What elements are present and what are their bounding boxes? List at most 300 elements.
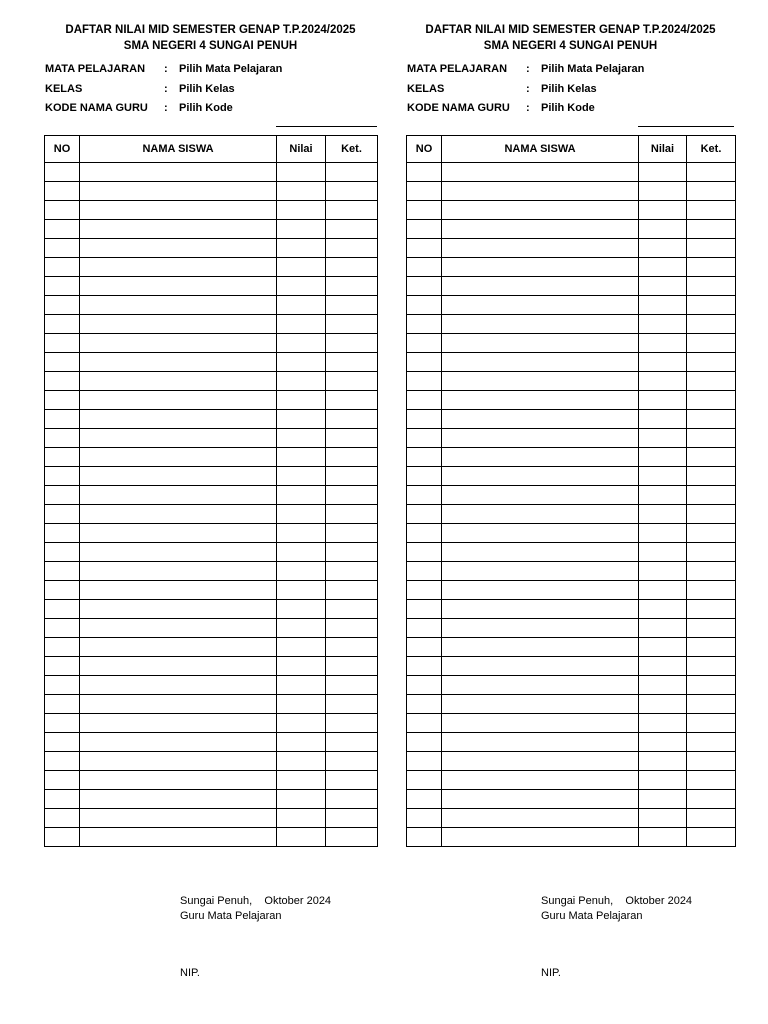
cell-score[interactable]	[639, 543, 687, 562]
cell-note[interactable]	[687, 296, 736, 315]
cell-no[interactable]	[45, 524, 80, 543]
cell-score[interactable]	[277, 296, 326, 315]
cell-note[interactable]	[687, 790, 736, 809]
cell-student-name[interactable]	[442, 486, 639, 505]
cell-score[interactable]	[277, 277, 326, 296]
class-select[interactable]: Pilih Kelas	[541, 82, 597, 95]
cell-note[interactable]	[326, 771, 378, 790]
cell-student-name[interactable]	[80, 239, 277, 258]
cell-score[interactable]	[277, 562, 326, 581]
cell-no[interactable]	[407, 429, 442, 448]
cell-no[interactable]	[407, 486, 442, 505]
cell-student-name[interactable]	[80, 714, 277, 733]
cell-score[interactable]	[639, 239, 687, 258]
cell-student-name[interactable]	[442, 695, 639, 714]
cell-score[interactable]	[639, 790, 687, 809]
cell-no[interactable]	[407, 676, 442, 695]
cell-note[interactable]	[687, 391, 736, 410]
cell-score[interactable]	[277, 182, 326, 201]
cell-student-name[interactable]	[442, 239, 639, 258]
cell-note[interactable]	[687, 182, 736, 201]
cell-note[interactable]	[687, 239, 736, 258]
cell-student-name[interactable]	[442, 220, 639, 239]
cell-score[interactable]	[639, 182, 687, 201]
cell-note[interactable]	[326, 828, 378, 847]
meta-colon: :	[164, 63, 168, 75]
cell-no[interactable]	[45, 714, 80, 733]
meta-row-teacher-code	[44, 99, 377, 119]
cell-note[interactable]	[687, 201, 736, 220]
cell-student-name[interactable]	[442, 562, 639, 581]
cell-score[interactable]	[639, 220, 687, 239]
cell-note[interactable]	[687, 638, 736, 657]
cell-no[interactable]	[45, 220, 80, 239]
cell-score[interactable]	[277, 220, 326, 239]
cell-score[interactable]	[277, 505, 326, 524]
cell-student-name[interactable]	[442, 752, 639, 771]
cell-score[interactable]	[277, 790, 326, 809]
cell-no[interactable]	[407, 543, 442, 562]
cell-student-name[interactable]	[442, 296, 639, 315]
cell-score[interactable]	[639, 733, 687, 752]
cell-note[interactable]	[326, 581, 378, 600]
cell-student-name[interactable]	[80, 505, 277, 524]
cell-score[interactable]	[277, 315, 326, 334]
cell-note[interactable]	[326, 619, 378, 638]
cell-score[interactable]	[277, 391, 326, 410]
cell-student-name[interactable]	[80, 296, 277, 315]
cell-note[interactable]	[326, 353, 378, 372]
cell-no[interactable]	[45, 277, 80, 296]
cell-student-name[interactable]	[80, 163, 277, 182]
cell-no[interactable]	[45, 353, 80, 372]
cell-score[interactable]	[277, 410, 326, 429]
cell-score[interactable]	[639, 638, 687, 657]
cell-no[interactable]	[45, 657, 80, 676]
cell-student-name[interactable]	[80, 391, 277, 410]
cell-no[interactable]	[407, 752, 442, 771]
cell-student-name[interactable]	[442, 353, 639, 372]
cell-no[interactable]	[45, 562, 80, 581]
cell-note[interactable]	[326, 657, 378, 676]
cell-student-name[interactable]	[80, 695, 277, 714]
cell-no[interactable]	[407, 201, 442, 220]
cell-note[interactable]	[326, 505, 378, 524]
cell-student-name[interactable]	[442, 524, 639, 543]
cell-student-name[interactable]	[442, 391, 639, 410]
cell-student-name[interactable]	[442, 201, 639, 220]
cell-student-name[interactable]	[442, 581, 639, 600]
cell-no[interactable]	[45, 600, 80, 619]
cell-no[interactable]	[45, 543, 80, 562]
cell-score[interactable]	[639, 600, 687, 619]
cell-student-name[interactable]	[80, 277, 277, 296]
table-row	[45, 448, 378, 467]
cell-score[interactable]	[639, 372, 687, 391]
cell-no[interactable]	[407, 315, 442, 334]
cell-score[interactable]	[639, 163, 687, 182]
cell-student-name[interactable]	[80, 524, 277, 543]
cell-no[interactable]	[407, 163, 442, 182]
cell-score[interactable]	[639, 201, 687, 220]
cell-no[interactable]	[45, 239, 80, 258]
cell-no[interactable]	[45, 828, 80, 847]
cell-no[interactable]	[407, 828, 442, 847]
cell-no[interactable]	[407, 562, 442, 581]
cell-student-name[interactable]	[442, 676, 639, 695]
cell-student-name[interactable]	[80, 410, 277, 429]
cell-student-name[interactable]	[80, 809, 277, 828]
cell-student-name[interactable]	[80, 201, 277, 220]
cell-no[interactable]	[407, 353, 442, 372]
cell-no[interactable]	[407, 809, 442, 828]
cell-note[interactable]	[326, 695, 378, 714]
cell-student-name[interactable]	[80, 600, 277, 619]
teacher-code-select[interactable]: Pilih Kode	[541, 102, 595, 114]
cell-score[interactable]	[639, 809, 687, 828]
cell-score[interactable]	[277, 600, 326, 619]
cell-score[interactable]	[639, 619, 687, 638]
cell-score[interactable]	[277, 695, 326, 714]
cell-student-name[interactable]	[442, 182, 639, 201]
cell-no[interactable]	[45, 258, 80, 277]
cell-student-name[interactable]	[80, 657, 277, 676]
cell-score[interactable]	[277, 524, 326, 543]
cell-no[interactable]	[45, 619, 80, 638]
cell-student-name[interactable]	[80, 334, 277, 353]
cell-note[interactable]	[687, 809, 736, 828]
cell-note[interactable]	[326, 486, 378, 505]
cell-note[interactable]	[326, 638, 378, 657]
cell-score[interactable]	[639, 296, 687, 315]
cell-score[interactable]	[277, 372, 326, 391]
cell-no[interactable]	[407, 182, 442, 201]
cell-score[interactable]	[639, 429, 687, 448]
cell-student-name[interactable]	[80, 752, 277, 771]
cell-score[interactable]	[639, 334, 687, 353]
cell-score[interactable]	[277, 163, 326, 182]
cell-score[interactable]	[277, 486, 326, 505]
teacher-code-select[interactable]: Pilih Kode	[179, 102, 233, 114]
cell-score[interactable]	[639, 486, 687, 505]
cell-student-name[interactable]	[442, 828, 639, 847]
cell-score[interactable]	[639, 581, 687, 600]
cell-student-name[interactable]	[80, 790, 277, 809]
cell-student-name[interactable]	[80, 353, 277, 372]
cell-score[interactable]	[277, 239, 326, 258]
table-row	[407, 562, 736, 581]
cell-no[interactable]	[407, 733, 442, 752]
cell-score[interactable]	[639, 771, 687, 790]
cell-note[interactable]	[326, 163, 378, 182]
cell-note[interactable]	[687, 543, 736, 562]
cell-note[interactable]	[326, 714, 378, 733]
cell-no[interactable]	[45, 752, 80, 771]
cell-note[interactable]	[687, 752, 736, 771]
cell-note[interactable]	[687, 733, 736, 752]
cell-score[interactable]	[639, 714, 687, 733]
cell-student-name[interactable]	[442, 429, 639, 448]
cell-note[interactable]	[687, 448, 736, 467]
cell-note[interactable]	[687, 258, 736, 277]
cell-score[interactable]	[639, 353, 687, 372]
cell-note[interactable]	[687, 619, 736, 638]
cell-no[interactable]	[407, 372, 442, 391]
cell-no[interactable]	[45, 448, 80, 467]
cell-no[interactable]	[407, 524, 442, 543]
cell-student-name[interactable]	[442, 733, 639, 752]
cell-no[interactable]	[407, 296, 442, 315]
cell-no[interactable]	[45, 163, 80, 182]
column-header-no: NO	[407, 136, 442, 163]
cell-note[interactable]	[326, 543, 378, 562]
cell-student-name[interactable]	[442, 638, 639, 657]
cell-note[interactable]	[326, 752, 378, 771]
cell-student-name[interactable]	[80, 429, 277, 448]
cell-score[interactable]	[277, 429, 326, 448]
cell-no[interactable]	[407, 277, 442, 296]
cell-student-name[interactable]	[80, 638, 277, 657]
cell-score[interactable]	[277, 638, 326, 657]
cell-no[interactable]	[45, 581, 80, 600]
cell-student-name[interactable]	[442, 505, 639, 524]
cell-note[interactable]	[326, 809, 378, 828]
cell-note[interactable]	[326, 391, 378, 410]
cell-no[interactable]	[407, 239, 442, 258]
cell-score[interactable]	[639, 524, 687, 543]
cell-score[interactable]	[639, 676, 687, 695]
cell-note[interactable]	[326, 562, 378, 581]
cell-student-name[interactable]	[80, 771, 277, 790]
cell-score[interactable]	[277, 258, 326, 277]
cell-score[interactable]	[277, 771, 326, 790]
cell-student-name[interactable]	[442, 809, 639, 828]
cell-student-name[interactable]	[80, 182, 277, 201]
cell-note[interactable]	[326, 334, 378, 353]
cell-no[interactable]	[45, 315, 80, 334]
cell-no[interactable]	[45, 372, 80, 391]
cell-student-name[interactable]	[442, 543, 639, 562]
cell-note[interactable]	[687, 163, 736, 182]
cell-score[interactable]	[639, 410, 687, 429]
cell-note[interactable]	[687, 429, 736, 448]
cell-student-name[interactable]	[80, 486, 277, 505]
cell-note[interactable]	[326, 201, 378, 220]
cell-score[interactable]	[277, 448, 326, 467]
cell-score[interactable]	[277, 353, 326, 372]
cell-note[interactable]	[687, 695, 736, 714]
cell-student-name[interactable]	[80, 372, 277, 391]
cell-note[interactable]	[326, 315, 378, 334]
cell-note[interactable]	[687, 505, 736, 524]
cell-student-name[interactable]	[442, 771, 639, 790]
cell-score[interactable]	[639, 258, 687, 277]
cell-no[interactable]	[407, 220, 442, 239]
cell-no[interactable]	[45, 296, 80, 315]
cell-no[interactable]	[407, 505, 442, 524]
subject-select[interactable]: Pilih Mata Pelajaran	[179, 63, 283, 75]
cell-student-name[interactable]	[442, 163, 639, 182]
cell-score[interactable]	[277, 543, 326, 562]
cell-student-name[interactable]	[442, 334, 639, 353]
cell-no[interactable]	[407, 657, 442, 676]
cell-note[interactable]	[687, 657, 736, 676]
cell-note[interactable]	[687, 771, 736, 790]
cell-note[interactable]	[687, 467, 736, 486]
cell-note[interactable]	[326, 790, 378, 809]
cell-note[interactable]	[687, 353, 736, 372]
cell-note[interactable]	[326, 600, 378, 619]
cell-score[interactable]	[639, 828, 687, 847]
cell-note[interactable]	[687, 334, 736, 353]
cell-no[interactable]	[45, 201, 80, 220]
cell-note[interactable]	[326, 372, 378, 391]
cell-score[interactable]	[639, 391, 687, 410]
cell-student-name[interactable]	[442, 258, 639, 277]
cell-student-name[interactable]	[442, 619, 639, 638]
cell-score[interactable]	[277, 752, 326, 771]
cell-note[interactable]	[687, 828, 736, 847]
cell-student-name[interactable]	[442, 277, 639, 296]
cell-note[interactable]	[687, 220, 736, 239]
cell-student-name[interactable]	[442, 315, 639, 334]
cell-note[interactable]	[687, 486, 736, 505]
cell-score[interactable]	[277, 676, 326, 695]
cell-no[interactable]	[45, 505, 80, 524]
cell-no[interactable]	[45, 809, 80, 828]
cell-no[interactable]	[407, 581, 442, 600]
cell-no[interactable]	[407, 638, 442, 657]
cell-student-name[interactable]	[80, 581, 277, 600]
subject-select[interactable]: Pilih Mata Pelajaran	[541, 63, 645, 75]
cell-no[interactable]	[45, 486, 80, 505]
cell-note[interactable]	[687, 562, 736, 581]
cell-no[interactable]	[407, 410, 442, 429]
cell-score[interactable]	[277, 733, 326, 752]
class-select[interactable]: Pilih Kelas	[179, 82, 235, 95]
cell-note[interactable]	[326, 277, 378, 296]
cell-score[interactable]	[277, 828, 326, 847]
cell-student-name[interactable]	[442, 467, 639, 486]
cell-no[interactable]	[45, 771, 80, 790]
cell-no[interactable]	[407, 258, 442, 277]
cell-no[interactable]	[407, 467, 442, 486]
cell-no[interactable]	[407, 695, 442, 714]
cell-score[interactable]	[639, 657, 687, 676]
cell-note[interactable]	[687, 315, 736, 334]
cell-no[interactable]	[45, 638, 80, 657]
cell-note[interactable]	[326, 676, 378, 695]
cell-note[interactable]	[326, 296, 378, 315]
cell-score[interactable]	[277, 657, 326, 676]
cell-note[interactable]	[687, 581, 736, 600]
cell-note[interactable]	[687, 277, 736, 296]
cell-score[interactable]	[639, 695, 687, 714]
cell-student-name[interactable]	[442, 657, 639, 676]
cell-note[interactable]	[326, 410, 378, 429]
cell-student-name[interactable]	[80, 676, 277, 695]
cell-no[interactable]	[45, 676, 80, 695]
cell-no[interactable]	[407, 771, 442, 790]
cell-score[interactable]	[277, 809, 326, 828]
cell-no[interactable]	[407, 448, 442, 467]
cell-note[interactable]	[326, 448, 378, 467]
cell-student-name[interactable]	[80, 619, 277, 638]
cell-student-name[interactable]	[442, 790, 639, 809]
cell-score[interactable]	[639, 467, 687, 486]
cell-score[interactable]	[639, 315, 687, 334]
cell-no[interactable]	[407, 619, 442, 638]
cell-no[interactable]	[45, 391, 80, 410]
cell-student-name[interactable]	[80, 315, 277, 334]
cell-note[interactable]	[326, 467, 378, 486]
cell-student-name[interactable]	[442, 372, 639, 391]
title-line-1: DAFTAR NILAI MID SEMESTER GENAP T.P.2024/2025	[65, 24, 356, 36]
cell-no[interactable]	[45, 695, 80, 714]
cell-student-name[interactable]	[80, 220, 277, 239]
cell-note[interactable]	[326, 429, 378, 448]
cell-score[interactable]	[277, 334, 326, 353]
cell-score[interactable]	[277, 201, 326, 220]
cell-score[interactable]	[639, 277, 687, 296]
cell-note[interactable]	[326, 733, 378, 752]
cell-no[interactable]	[45, 790, 80, 809]
cell-student-name[interactable]	[80, 543, 277, 562]
cell-note[interactable]	[687, 676, 736, 695]
cell-note[interactable]	[326, 258, 378, 277]
cell-student-name[interactable]	[80, 467, 277, 486]
cell-note[interactable]	[687, 714, 736, 733]
cell-score[interactable]	[639, 505, 687, 524]
cell-score[interactable]	[277, 714, 326, 733]
cell-no[interactable]	[45, 410, 80, 429]
cell-student-name[interactable]	[80, 562, 277, 581]
cell-no[interactable]	[407, 600, 442, 619]
cell-note[interactable]	[326, 239, 378, 258]
cell-student-name[interactable]	[80, 258, 277, 277]
cell-no[interactable]	[45, 182, 80, 201]
cell-student-name[interactable]	[80, 448, 277, 467]
cell-note[interactable]	[687, 410, 736, 429]
cell-no[interactable]	[407, 391, 442, 410]
cell-no[interactable]	[45, 467, 80, 486]
cell-no[interactable]	[407, 334, 442, 353]
cell-student-name[interactable]	[442, 410, 639, 429]
cell-score[interactable]	[277, 581, 326, 600]
cell-no[interactable]	[45, 334, 80, 353]
cell-score[interactable]	[639, 448, 687, 467]
cell-student-name[interactable]	[442, 448, 639, 467]
cell-no[interactable]	[407, 790, 442, 809]
cell-no[interactable]	[45, 429, 80, 448]
cell-note[interactable]	[326, 220, 378, 239]
cell-no[interactable]	[407, 714, 442, 733]
cell-student-name[interactable]	[442, 600, 639, 619]
cell-note[interactable]	[326, 182, 378, 201]
cell-note[interactable]	[687, 600, 736, 619]
cell-student-name[interactable]	[442, 714, 639, 733]
cell-note[interactable]	[687, 372, 736, 391]
cell-note[interactable]	[687, 524, 736, 543]
cell-student-name[interactable]	[80, 733, 277, 752]
cell-student-name[interactable]	[80, 828, 277, 847]
cell-score[interactable]	[277, 467, 326, 486]
cell-score[interactable]	[277, 619, 326, 638]
cell-note[interactable]	[326, 524, 378, 543]
cell-no[interactable]	[45, 733, 80, 752]
cell-score[interactable]	[639, 562, 687, 581]
cell-score[interactable]	[639, 752, 687, 771]
